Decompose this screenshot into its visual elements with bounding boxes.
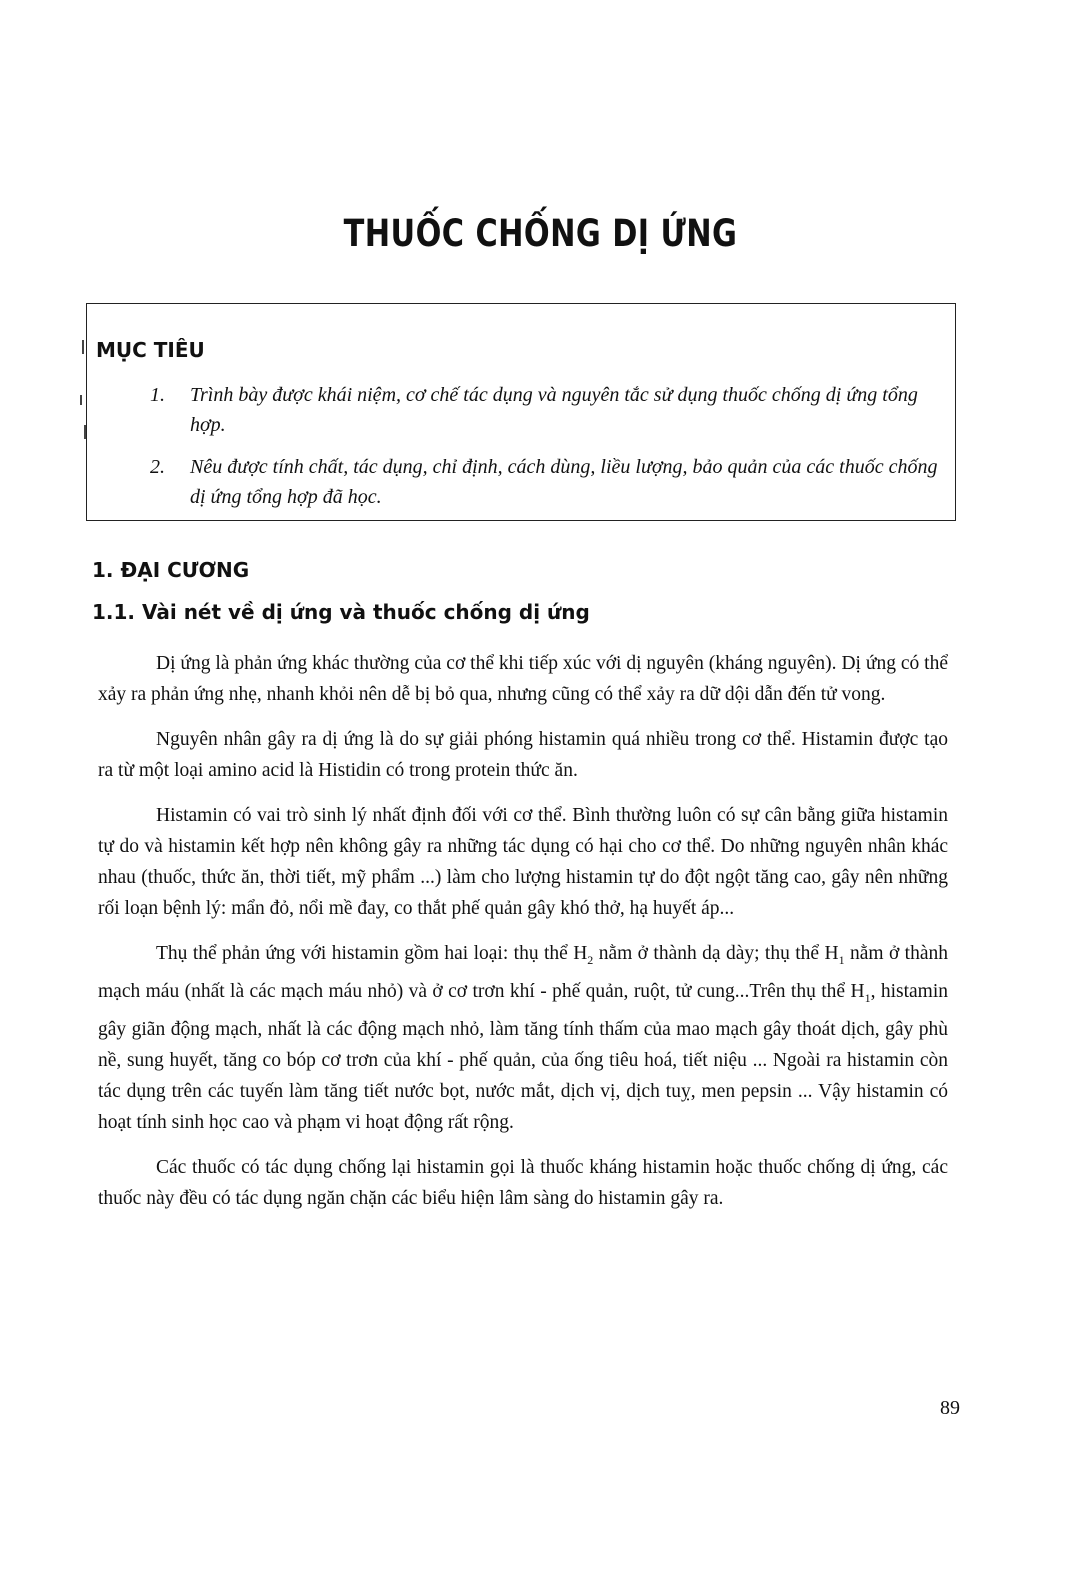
objective-text: Nêu được tính chất, tác dụng, chỉ định, cách dùng, liều lượng, bảo quản của các thuốc chống dị ứng tổng hợp đã học. <box>190 456 938 508</box>
section-heading: 1. ĐẠI CƯƠNG <box>92 558 250 582</box>
objectives-list <box>150 380 950 524</box>
objective-item <box>150 452 950 512</box>
page-number: 89 <box>940 1397 960 1419</box>
scan-artifact <box>80 395 82 405</box>
text-run: nằm ở thành mạch máu (nhất là các mạch máu nhỏ) và ở cơ trơn khí - phế quản, ruột, tử cung...Trên thụ thể H <box>98 943 948 1002</box>
subscript: 1 <box>838 952 845 967</box>
scan-artifact <box>82 340 84 354</box>
page-title: THUỐC CHỐNG DỊ ỨNG <box>343 212 738 255</box>
scan-artifact <box>84 425 86 439</box>
objective-number: 2. <box>150 456 165 478</box>
paragraph: Nguyên nhân gây ra dị ứng là do sự giải phóng histamin quá nhiều trong cơ thể. Histamin được tạo ra từ một loại amino acid là Histidin có trong protein thức ăn. <box>98 729 948 781</box>
text-run: Thụ thể phản ứng với histamin gồm hai loại: thụ thể H <box>156 943 588 964</box>
body-text <box>98 648 948 1228</box>
paragraph: Dị ứng là phản ứng khác thường của cơ thể khi tiếp xúc với dị nguyên (kháng nguyên). Dị ứng có thể xảy ra phản ứng nhẹ, nhanh khỏi nên dễ bị bỏ qua, nhưng cũng có thể xảy ra dữ dội dẫn đến tử vong. <box>98 653 948 705</box>
objective-text: Trình bày được khái niệm, cơ chế tác dụng và nguyên tắc sử dụng thuốc chống dị ứng tổng hợp. <box>190 384 918 436</box>
text-run: nằm ở thành dạ dày; thụ thể H <box>593 943 839 964</box>
objective-number: 1. <box>150 384 165 406</box>
paragraph <box>98 938 948 1138</box>
objective-item <box>150 380 950 440</box>
objectives-heading: MỤC TIÊU <box>96 338 205 362</box>
subscript: 1 <box>864 990 871 1005</box>
paragraph: Các thuốc có tác dụng chống lại histamin gọi là thuốc kháng histamin hoặc thuốc chống dị ứng, các thuốc này đều có tác dụng ngăn chặn các biểu hiện lâm sàng do histamin gây ra. <box>98 1156 948 1209</box>
text-run: , histamin gây giãn động mạch, nhất là các động mạch nhỏ, làm tăng tính thấm của mao mạch gây thoát dịch, gây phù nề, sung huyết, tăng co bóp cơ trơn của khí - phế quản, của ống tiêu hoá, tiết niệu ... Ngoài ra histamin còn tác dụng trên các tuyến làm tăng tiết nước bọt, nước mắt, dịch vị, dịch tuỵ, men pepsin ... Vậy histamin có hoạt tính sinh học cao và phạm vi hoạt động rất rộng. <box>98 980 948 1133</box>
paragraph: Histamin có vai trò sinh lý nhất định đối với cơ thể. Bình thường luôn có sự cân bằng giữa histamin tự do và histamin kết hợp nên không gây ra những tác dụng có hại cho cơ thể. Do những nguyên nhân khác nhau (thuốc, thức ăn, thời tiết, mỹ phẩm ...) làm cho lượng histamin tự do đột ngột tăng cao, gây nên những rối loạn bệnh lý: mẩn đỏ, nổi mề đay, co thắt phế quản gây khó thở, hạ huyết áp... <box>98 805 948 919</box>
subscript: 2 <box>587 952 594 967</box>
subsection-heading: 1.1. Vài nét về dị ứng và thuốc chống dị ứng <box>92 600 590 624</box>
